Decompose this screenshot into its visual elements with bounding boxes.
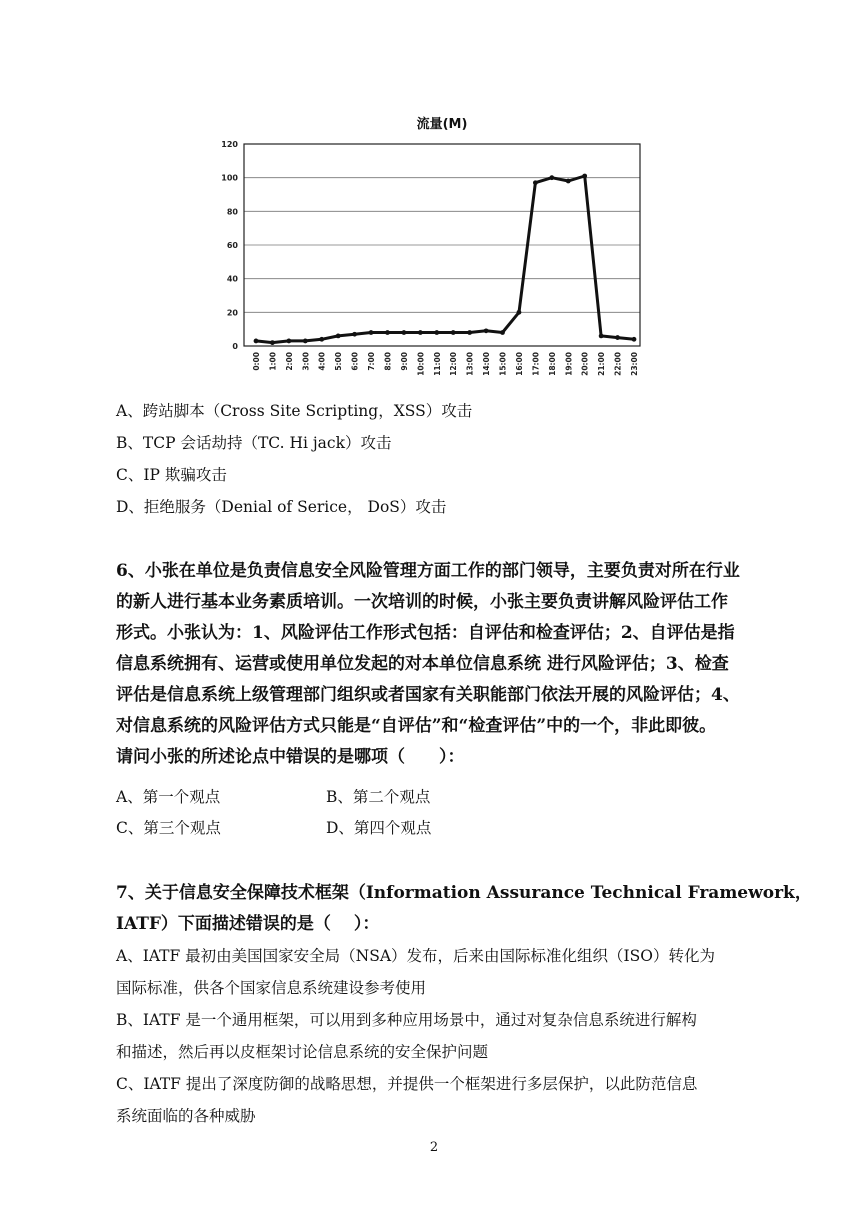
data-point	[286, 339, 291, 344]
x-tick-label: 18:00	[547, 352, 557, 376]
data-point	[615, 335, 620, 340]
page-number: 2	[429, 1140, 439, 1155]
x-tick-label: 23:00	[630, 352, 639, 376]
data-point	[369, 330, 374, 335]
data-point	[549, 175, 554, 180]
q7-option-line: 国际标准，供各个国家信息系统建设参考使用	[116, 979, 427, 997]
question-7	[116, 878, 812, 940]
data-point	[319, 337, 324, 342]
y-tick-label: 100	[221, 173, 238, 183]
q6-line: 6、小张在单位是负责信息安全风险管理方面工作的部门领导，主要负责对所在行业	[116, 561, 740, 581]
q7-option-line: B、IATF 是一个通用框架，可以用到多种应用场景中，通过对复杂信息系统进行解构	[116, 1011, 697, 1029]
data-point	[484, 328, 489, 333]
data-point	[582, 174, 587, 179]
q6-options-row-2	[116, 817, 432, 839]
x-tick-label: 9:00	[399, 352, 409, 371]
q6-option-a: A、第一个观点	[116, 788, 221, 806]
y-tick-label: 20	[226, 308, 238, 318]
data-point	[467, 330, 472, 335]
data-point	[303, 339, 308, 344]
x-tick-label: 22:00	[613, 352, 623, 376]
q7-option-line: 和描述，然后再以皮框架讨论信息系统的安全保护问题	[116, 1043, 489, 1061]
q7-options	[116, 940, 766, 1132]
y-tick-label: 40	[226, 274, 238, 284]
traffic-chart	[214, 104, 654, 380]
data-point	[418, 330, 423, 335]
series-line	[256, 176, 634, 343]
x-tick-label: 0:00	[252, 352, 261, 371]
q6-line: 的新人进行基本业务素质培训。一次培训的时候，小张主要负责讲解风险评估工作	[116, 592, 728, 612]
x-tick-label: 10:00	[416, 352, 426, 376]
x-tick-label: 5:00	[334, 352, 344, 371]
q5-option-d: D、拒绝服务（Denial of Serice， DoS）攻击	[116, 498, 447, 516]
data-point	[451, 330, 456, 335]
x-tick-label: 21:00	[597, 352, 607, 376]
x-tick-label: 11:00	[432, 352, 442, 376]
data-point	[385, 330, 390, 335]
x-tick-label: 20:00	[580, 352, 590, 376]
question-6	[116, 556, 756, 773]
data-point	[632, 337, 637, 342]
data-point	[402, 330, 407, 335]
data-point	[533, 180, 538, 185]
data-point	[500, 330, 505, 335]
y-tick-label: 120	[221, 140, 238, 149]
data-point	[352, 332, 357, 337]
y-tick-label: 60	[226, 241, 238, 250]
x-tick-label: 16:00	[514, 352, 524, 376]
x-tick-label: 19:00	[564, 352, 574, 376]
q6-option-b: B、第二个观点	[326, 788, 431, 806]
q6-line: 形式。小张认为：1、风险评估工作形式包括：自评估和检查评估；2、自评估是指	[116, 623, 735, 643]
data-point	[270, 340, 275, 345]
x-tick-label: 4:00	[317, 352, 327, 371]
q6-line: 信息系统拥有、运营或使用单位发起的对本单位信息系统 进行风险评估；3、检查	[116, 654, 729, 674]
q5-option-a: A、跨站脚本（Cross Site Scripting，XSS）攻击	[116, 402, 473, 420]
x-tick-label: 2:00	[284, 352, 294, 371]
q5-option-b: B、TCP 会话劫持（TC. Hi jack）攻击	[116, 434, 392, 452]
data-point	[254, 339, 259, 344]
y-tick-label: 0	[232, 342, 238, 351]
x-tick-label: 6:00	[350, 352, 360, 371]
chart-title: 流量(M)	[416, 117, 468, 132]
x-tick-label: 8:00	[383, 352, 393, 371]
x-tick-label: 12:00	[449, 352, 459, 376]
q5-option-c: C、IP 欺骗攻击	[116, 466, 227, 484]
x-tick-label: 3:00	[301, 352, 311, 371]
q7-option-line: C、IATF 提出了深度防御的战略思想，并提供一个框架进行多层保护，以此防范信息	[116, 1075, 698, 1093]
q6-options-row-1	[116, 786, 431, 808]
traffic-line-chart	[214, 104, 654, 380]
data-point	[599, 334, 604, 339]
q7-option-line: A、IATF 最初由美国国家安全局（NSA）发布，后来由国际标准化组织（ISO）转化为	[116, 947, 716, 965]
q7-line: 7、关于信息安全保障技术框架（Information Assurance Technical Framework，	[116, 883, 812, 903]
data-point	[336, 334, 341, 339]
q7-line: IATF）下面描述错误的是（ ）：	[116, 914, 380, 934]
x-tick-label: 1:00	[268, 352, 278, 371]
data-point	[517, 310, 522, 315]
q6-option-d: D、第四个观点	[326, 819, 432, 837]
q6-line: 请问小张的所述论点中错误的是哪项（ ）：	[116, 747, 465, 767]
data-point	[566, 179, 571, 184]
x-tick-label: 13:00	[465, 352, 475, 376]
x-tick-label: 7:00	[367, 352, 377, 371]
q7-option-line: 系统面临的各种威胁	[116, 1107, 256, 1125]
data-point	[434, 330, 439, 335]
q6-line: 对信息系统的风险评估方式只能是“自评估”和“检查评估”中的一个，非此即彼。	[116, 716, 717, 736]
x-tick-label: 14:00	[482, 352, 492, 376]
y-tick-label: 80	[226, 207, 238, 217]
x-tick-label: 15:00	[498, 352, 508, 376]
x-tick-label: 17:00	[531, 352, 541, 376]
q6-line: 评估是信息系统上级管理部门组织或者国家有关职能部门依法开展的风险评估；4、	[116, 685, 740, 705]
q6-option-c: C、第三个观点	[116, 819, 221, 837]
